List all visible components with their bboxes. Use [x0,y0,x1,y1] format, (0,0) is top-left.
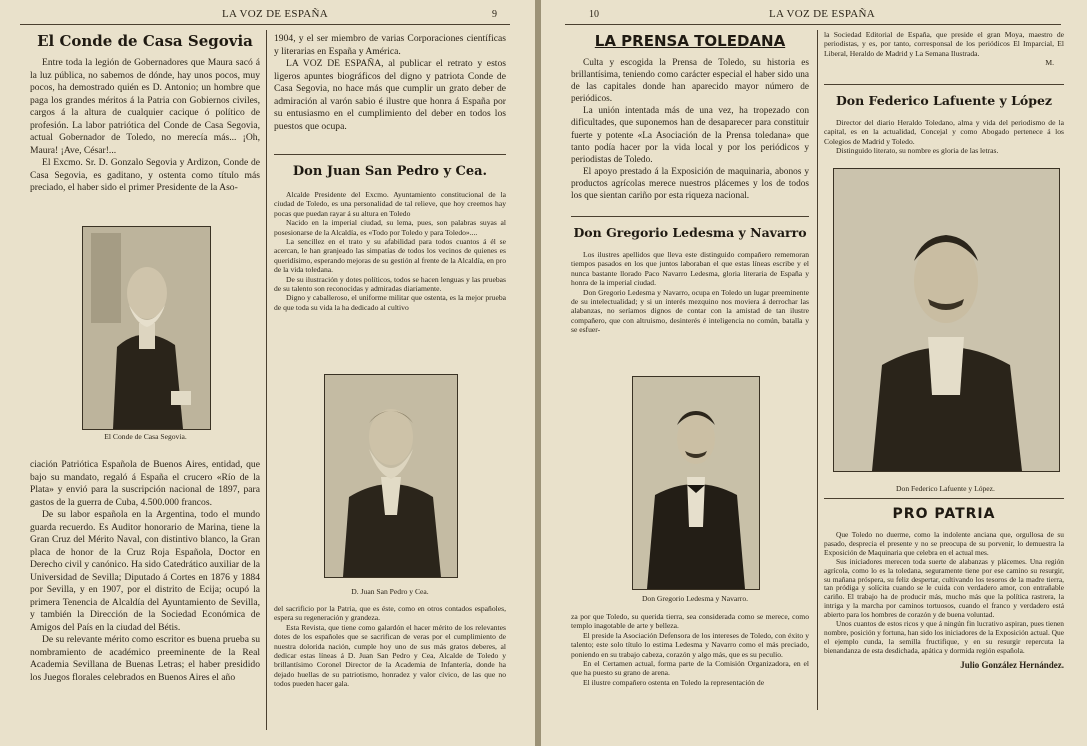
article-title: El Conde de Casa Segovia [37,32,253,50]
right-page [541,0,1087,746]
page-number: 9 [492,9,497,20]
section-rule [824,84,1064,85]
running-head: LA VOZ DE ESPAÑA [769,8,875,20]
article-ledesma [571,225,809,335]
paragraph: Digno y caballeroso, el uniforme militar que ostenta, es la mejor prueba de que toda su vida la ha dedicado al cultivo [274,293,506,312]
portrait-san-pedro [324,374,458,578]
article-conde-segovia-cont [274,33,506,133]
paragraph: Unos cuantos de estos ricos y que á ningún fin lucrativo aspiran, pues tienen nombre, posición y fortuna, han sido los iniciadores de la Exposición actual. Que el ejemplo cunda, la semilla fructifique, y en su resurgir repercuta la bienandanza de esta desdichada, apática y dormida región española. [824,619,1064,655]
article-title: LA PRENSA TOLEDANA [594,32,786,50]
article-pro-patria [824,506,1064,670]
paragraph: Entre toda la legión de Gobernadores que Maura sacó á la luz pública, no sabemos de dónde, hay unos pocos, muy pocos, ha demostrado quién es D. Antonio; un hombre que paga los grandes méritos á la Patria con Gobiernos civiles, cargos á la altura de cualquier cacique ó político de profesión. La labor patriótica del Conde de Casa Segovia, actual Gobernador de Toledo, no merecía más... ¡Oh, Maura! ¡Ave, César!... [30,57,260,156]
paragraph: La unión intentada más de una vez, ha tropezado con dificultades, que suponemos han de desaparecer para constituir fuerte y potente «La Asociación de la Prensa toledana» que tanto podía hacer por la vida local y por los periódicos y periodistas de Toledo. [571,106,809,165]
header-rule [20,24,510,25]
article-body-cont [30,459,260,684]
article-body [274,190,506,312]
photo-caption: Don Gregorio Ledesma y Navarro. [641,594,749,603]
paragraph: Esta Revista, que tiene como galardón el hacer mérito de los relevantes dotes de los españoles que se sacrifican de veras por el cumplimiento de nuestra dolorida nación, cumple hoy uno de sus más gratos deberes, al dedicar estas líneas á D. Juan San Pedro y Cea, Alcalde de Toledo y brillantísimo Coronel Director de la Academia de Infantería, donde ha dejado huellas de su patriotismo, honradez y valor cívico, de las que no todos pueden hacer gala. [274,622,506,689]
article-san-pedro [274,164,506,312]
paragraph: Culta y escogida la Prensa de Toledo, su historia es brillantísima, teniendo como carácter especial el haber sido una de las capitales donde han aparecido mayor número de periódicos. [571,58,809,105]
paragraph: 1904, y el ser miembro de varias Corporaciones científicas y literarias en España y América. [274,33,506,57]
paragraph: De su relevante mérito como escritor es buena prueba su nombramiento de académico preeminente de la Real Academia Sevillana de Buenas Letras; el haber presidido los Juegos florales celebrados en Buenos Aires el año [30,634,260,683]
section-rule [274,154,506,155]
author-initial: M. [1045,58,1054,68]
column-rule [266,30,267,730]
article-body [824,531,1064,656]
article-prensa-toledana [571,32,809,202]
section-rule [824,498,1064,499]
paragraph: De su ilustración y dotes políticos, todos se hacen lenguas y las pruebas de su talento son reconocidas y admiradas diariamente. [274,274,506,294]
paragraph: El apoyo prestado á la Exposición de maquinaria, abonos y productos agrícolas merece nuestros plácemes y los de todos los que sientan cariño por esta riqueza nacional. [571,166,809,202]
paragraph: Director del diario Heraldo Toledano, alma y vida del periodismo de la capital, es en la actualidad, Concejal y como Abogado pertenece á los Colegios de Madrid y Toledo. [824,118,1064,146]
running-head: LA VOZ DE ESPAÑA [222,8,328,20]
photo-caption: El Conde de Casa Segovia. [104,432,187,441]
article-body [571,57,809,202]
paragraph: La sencillez en el trato y su afabilidad para todos cuantos á él se acercan, le han granjeado las simpatías de todos los vecinos de quienes es queridísimo, esperando mejoras de su gestión al frente de la Alcaldía, en pro de la vida toledana. [274,237,506,275]
paragraph: Sus iniciadores merecen toda suerte de alabanzas y plácemes. Una región agrícola, como lo es la toledana, seguramente tiene por ese camino su resurgir, su mañana próspera, su feliz despertar, cultivando los tesoros de la madre tierra, tan pródiga y solícita cuando se le cuida con verdadero amor, con entrañable cariño. El trabajo ha de producir más, mucho más que la política rastrera, la intriga y la marcha por caminos tortuosos, cuando el franco y verdadero está abierto para los hombres de corazón y de buena voluntad. [824,556,1064,620]
paragraph: Don Gregorio Ledesma y Navarro, ocupa en Toledo un lugar preeminente de su intelectualidad; y si un interés mezquino nos moviera á derrochar las alabanzas, no seríamos dignos de contar con la amistad de tan ilustre compañero, que con altruismo, desinterés é inteligencia no común, batalla y se esfuer- [571,287,809,335]
paragraph: za por que Toledo, su querida tierra, sea considerada como se merece, como templo inagotable de arte y belleza. [571,612,809,631]
article-san-pedro-cont [274,604,506,689]
article-title: Don Gregorio Ledesma y Navarro [573,225,807,240]
paragraph: En el Certamen actual, forma parte de la Comisión Organizadora, en el que ha puesto su grano de arena. [571,659,809,678]
paragraph: Distinguido literato, su nombre es gloria de las letras. [836,146,999,156]
article-ledesma-cont2 [824,30,1064,68]
paragraph: Que Toledo no duerme, como la indolente anciana que, orgullosa de su pasado, desprecia el presente y no se preocupa de su porvenir, lo demuestra la Exposición de Maquinaria que celebra en el actual mes. [824,530,1064,557]
article-title: Don Juan San Pedro y Cea. [292,164,488,179]
portrait-lafuente [833,168,1060,472]
paragraph: Alcalde Presidente del Excmo. Ayuntamiento constitucional de la ciudad de Toledo, es una personalidad de tal relieve, que hoy creemos hay pocas que puedan rayar á su altura en Toledo [274,190,506,218]
section-rule [571,216,809,217]
portrait-conde-segovia [82,226,211,430]
page-number: 10 [589,9,599,20]
header-rule [565,24,1061,25]
article-title: Don Federico Lafuente y López [835,93,1053,108]
column-rule [817,30,818,710]
paragraph: El Excmo. Sr. D. Gonzalo Segovia y Ardizon, Conde de Casa Segovia, es gaditano, y ostenta como título más preciado, el haber sido el primer Presidente de la Aso- [30,157,260,193]
paragraph: El preside la Asociación Defensora de los intereses de Toledo, con éxito y talento; este solo título lo estima Ledesma y Navarro como el más preciado, poniendo en su trabajo cabeza, corazón y algo más, que es su peculio. [571,630,809,659]
paragraph: Nacido en la imperial ciudad, su lema, pues, son palabras suyas al posesionarse de la Alcaldía, es «Todo por Toledo y para Toledo».... [274,218,506,237]
paragraph: la Sociedad Editorial de España, que preside el gran Moya, maestro de periodistas, y es, por tanto, corresponsal de los periódicos El Imparcial, El Liberal, Heraldo de Madrid y La Semana Ilustrada. [824,30,1064,58]
article-lafuente [824,93,1064,156]
article-body [571,250,809,335]
article-ledesma-cont [571,612,809,687]
photo-caption: D. Juan San Pedro y Cea. [351,587,429,596]
paragraph: Los ilustres apellidos que lleva este distinguido compañero rememoran tiempos pasados en los que juntos laboraban el que estas líneas escribe y el nunca bastante llorado Paco Navarro Ledesma, gloria literaria de España y honra de la imperial ciudad. [571,250,809,288]
article-title: PRO PATRIA [892,506,996,522]
left-page [0,0,535,746]
paragraph: De su labor española en la Argentina, todo el mundo guarda recuerdo. Es Auditor honorario de Marina, tiene la Gran Cruz del Mérito Naval, con distintivo blanco, la Gran placa de honor de la Cruz Roja Española, Doctor en Derecho civil y canónico. Ha sido Catedrático auxiliar de la Universidad de Sevilla; Diputado á Cortes en 1876 y 1884 por Sevilla, y en 1907, por el distrito de Ecija; ocupó la primera Tenencia de Alcaldía del Ayuntamiento de Sevilla, y también la Dirección de la Sociedad Económica de Amigos del País en la ciudad del Bétis. [30,509,260,633]
photo-caption: Don Federico Lafuente y López. [896,484,995,493]
portrait-ledesma [632,376,760,590]
author-signature: Julio González Hernández. [960,659,1064,670]
article-conde-segovia [30,32,260,195]
article-body [824,118,1064,156]
paragraph: El ilustre compañero ostenta en Toledo la representación de [583,677,765,687]
paragraph: ciación Patriótica Española de Buenos Aires, entidad, que bajo su mandato, regaló á España el crucero «Río de la Plata» y envió para la suscripción nacional de 1897, para gastos de la guerra de Cuba, 4.500.000 francos. [30,459,260,508]
paragraph: LA VOZ DE ESPAÑA, al publicar el retrato y estos ligeros apuntes biográficos del digno y patriota Conde de Casa Segovia, no hace más que cumplir un grato deber de admiración al varón sabio é ilustre que honra á España por su entusiasmo en el cumplimiento del deber en todos los puestos que ocupa. [274,58,506,132]
paragraph: del sacrificio por la Patria, que es éste, como en otros contados españoles, espera su regeneración y grandeza. [274,604,506,623]
article-body [30,57,260,195]
